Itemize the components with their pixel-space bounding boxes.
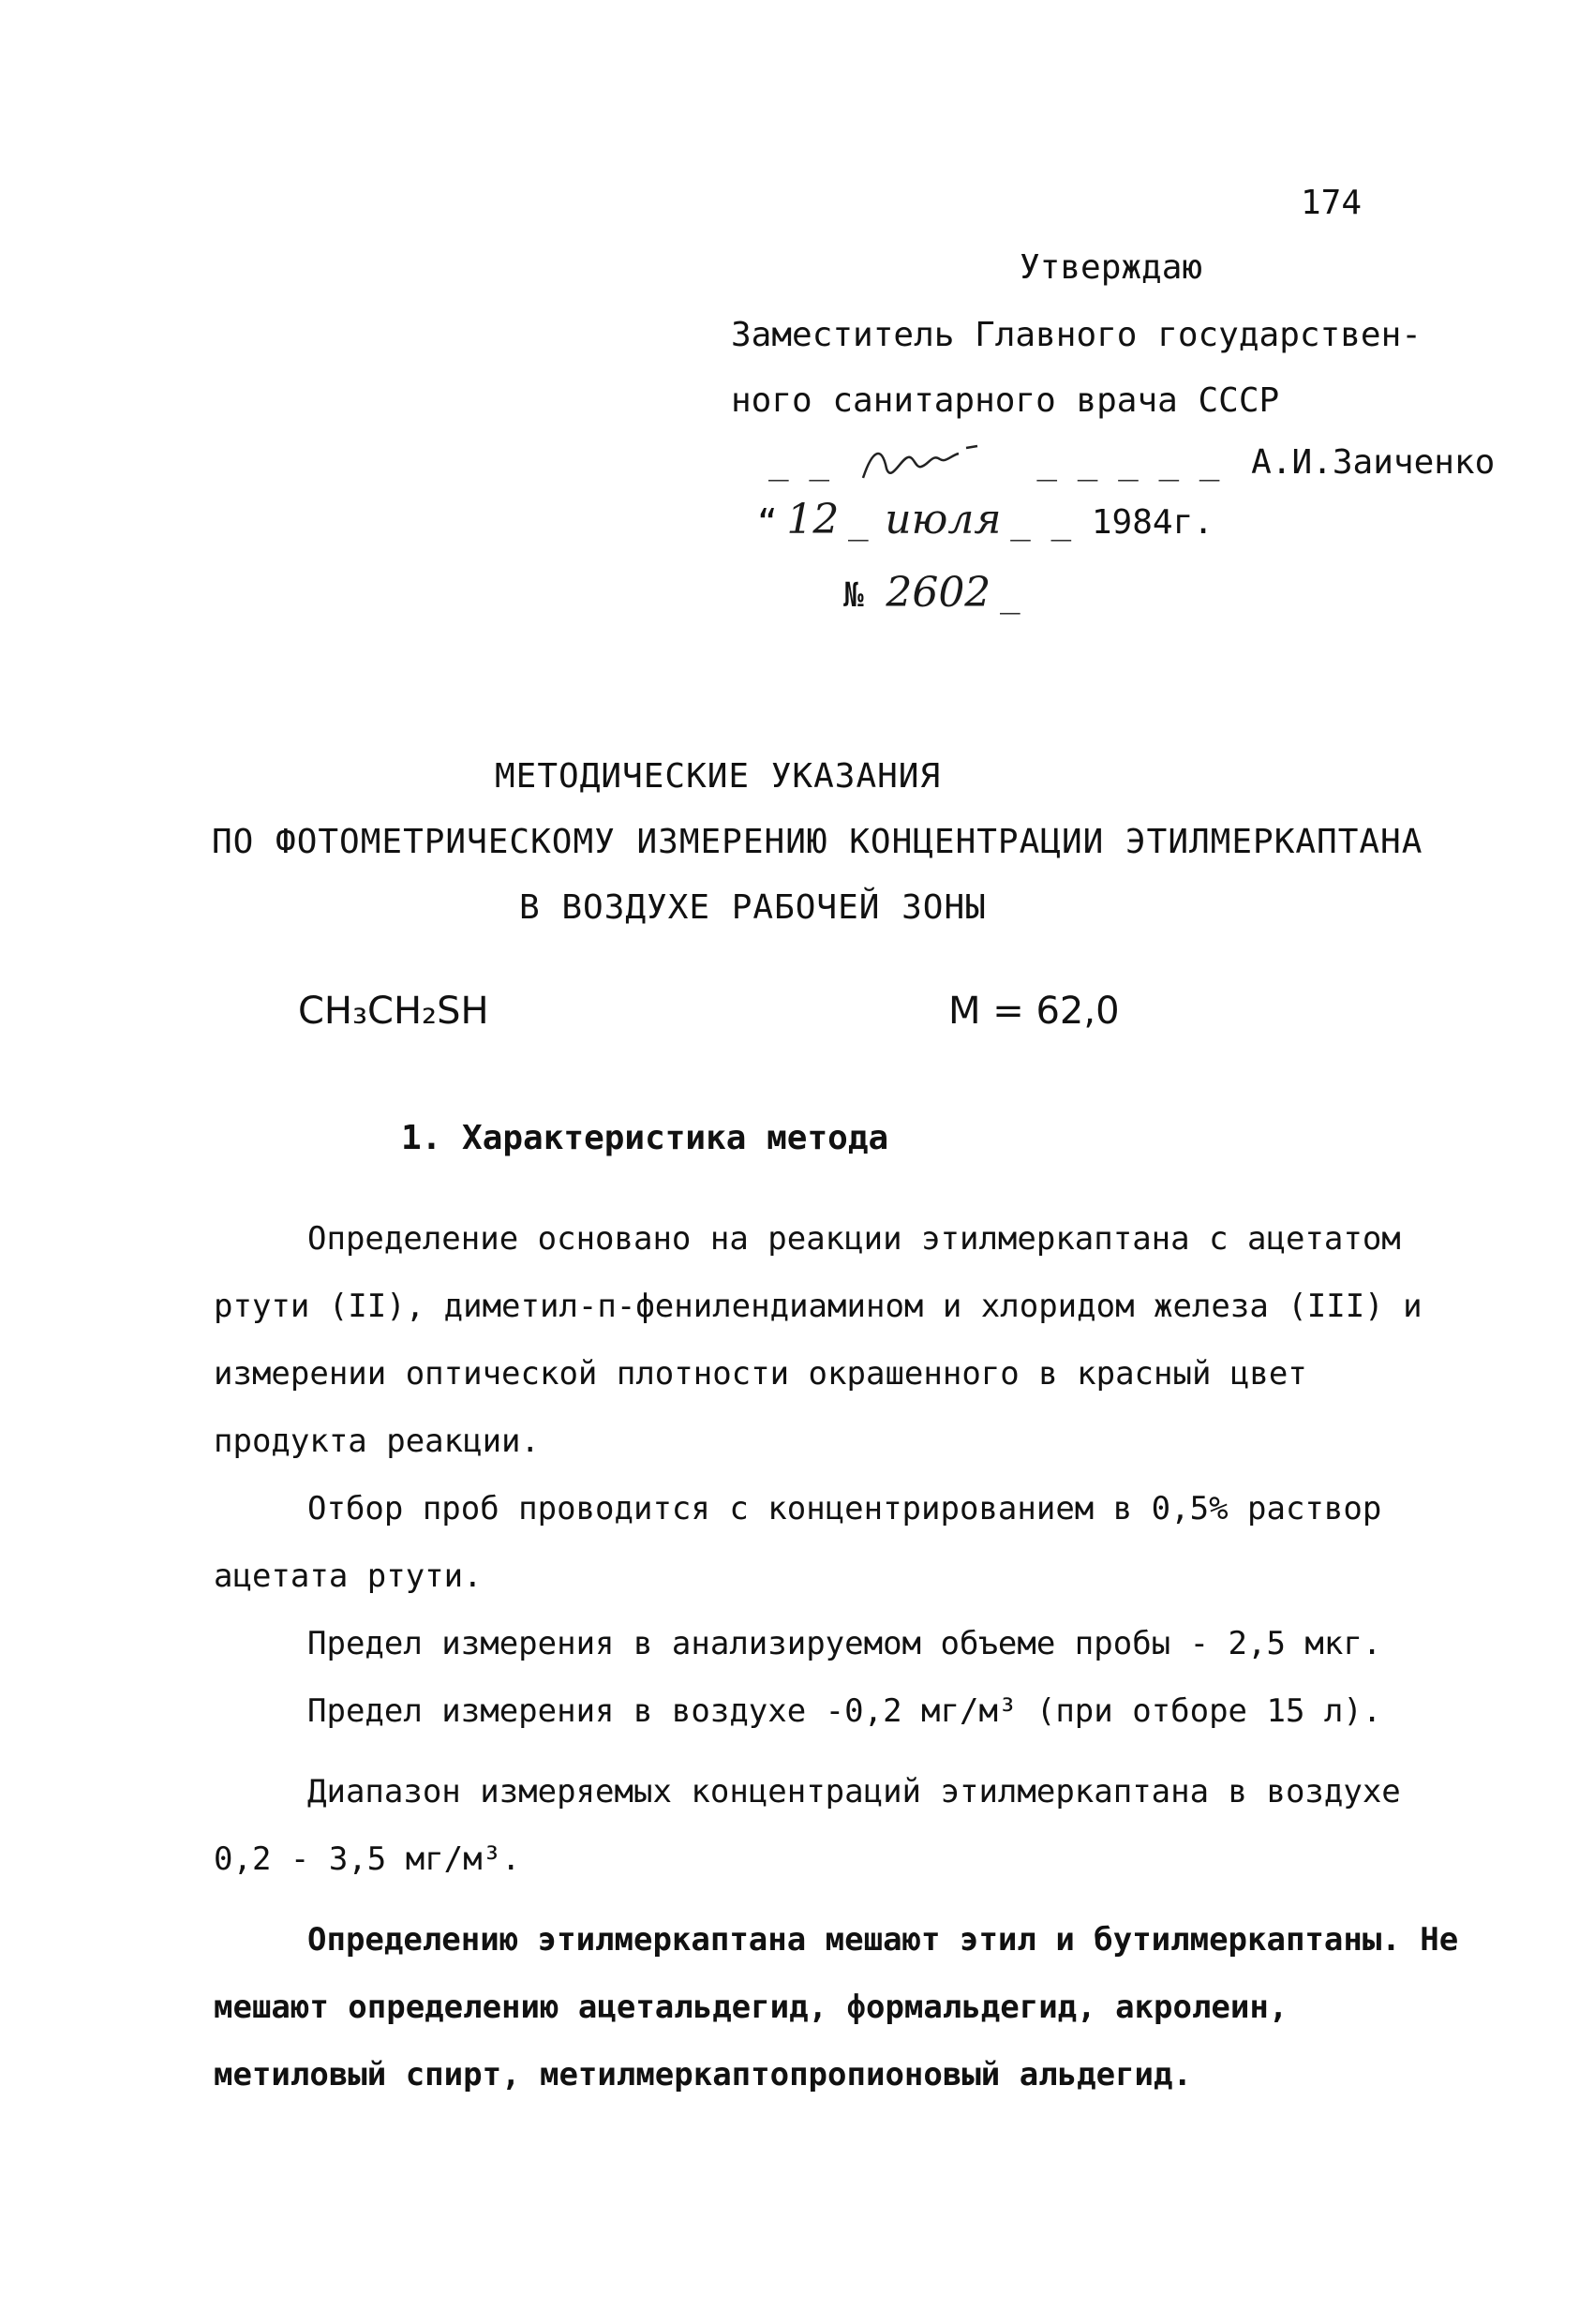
title-line1: МЕТОДИЧЕСКИЕ УКАЗАНИЯ <box>495 757 942 796</box>
signature-dashes-right: _ _ _ _ _ <box>1036 443 1220 482</box>
paragraph-interference: Определению этилмеркаптана мешают этил и бутилмеркаптаны. Не мешают определению ацетальдегид, формальдегид, акролеин, метиловый спирт, метилмеркаптопропионовый альдегид. <box>214 1921 1459 2093</box>
chemical-formula: CH₃CH₂SH <box>298 990 489 1033</box>
approver-position-line1: Заместитель Главного государствен- <box>731 316 1422 354</box>
signature-line <box>768 435 1495 491</box>
signatory-name: А.И.Заиченко <box>1251 443 1496 482</box>
date-day: 12 <box>786 496 840 544</box>
paragraph-sampling: Отбор проб проводится с концентрированием в 0,5% раствор ацетата ртути. <box>214 1490 1382 1595</box>
approval-number: № 2602 _ <box>843 569 1020 617</box>
approval-date: “ 12 _ июля _ _ 1984г. <box>757 496 1214 544</box>
signature-dashes-left: _ _ <box>768 443 830 482</box>
paragraph-range: Диапазон измеряемых концентраций этилмеркаптана в воздухе 0,2 - 3,5 мг/м³. <box>214 1773 1401 1878</box>
section-body <box>214 1205 1469 2108</box>
paragraph-air-limit: Предел измерения в воздухе -0,2 мг/м³ (при отборе 15 л). <box>307 1692 1382 1730</box>
paragraph-sample-limit: Предел измерения в анализируемом объеме пробы - 2,5 мкг. <box>307 1625 1382 1662</box>
date-year: 1984г. <box>1091 503 1214 542</box>
number-value: 2602 <box>886 569 991 617</box>
title-line3: В ВОЗДУХЕ РАБОЧЕЙ ЗОНЫ <box>519 888 987 927</box>
number-label: № <box>843 576 864 615</box>
page-number: 174 <box>1301 184 1363 222</box>
section-heading: 1. Характеристика метода <box>401 1119 889 1157</box>
date-month: июля <box>885 496 1002 544</box>
approve-word: Утверждаю <box>1020 248 1203 287</box>
title-line2: ПО ФОТОМЕТРИЧЕСКОМУ ИЗМЕРЕНИЮ КОНЦЕНТРАЦИИ ЭТИЛМЕРКАПТАНА <box>212 823 1423 861</box>
approver-position-line2: ного санитарного врача СССР <box>731 381 1280 420</box>
signature-scribble <box>854 440 1013 487</box>
paragraph-method-basis: Определение основано на реакции этилмеркаптана с ацетатом ртути (II), диметил-п-фенилендиамином и хлоридом железа (III) и измерении оптической плотности окрашенного в красный цвет продукта реакции. <box>214 1220 1423 1460</box>
molar-mass: М = 62,0 <box>948 990 1120 1033</box>
